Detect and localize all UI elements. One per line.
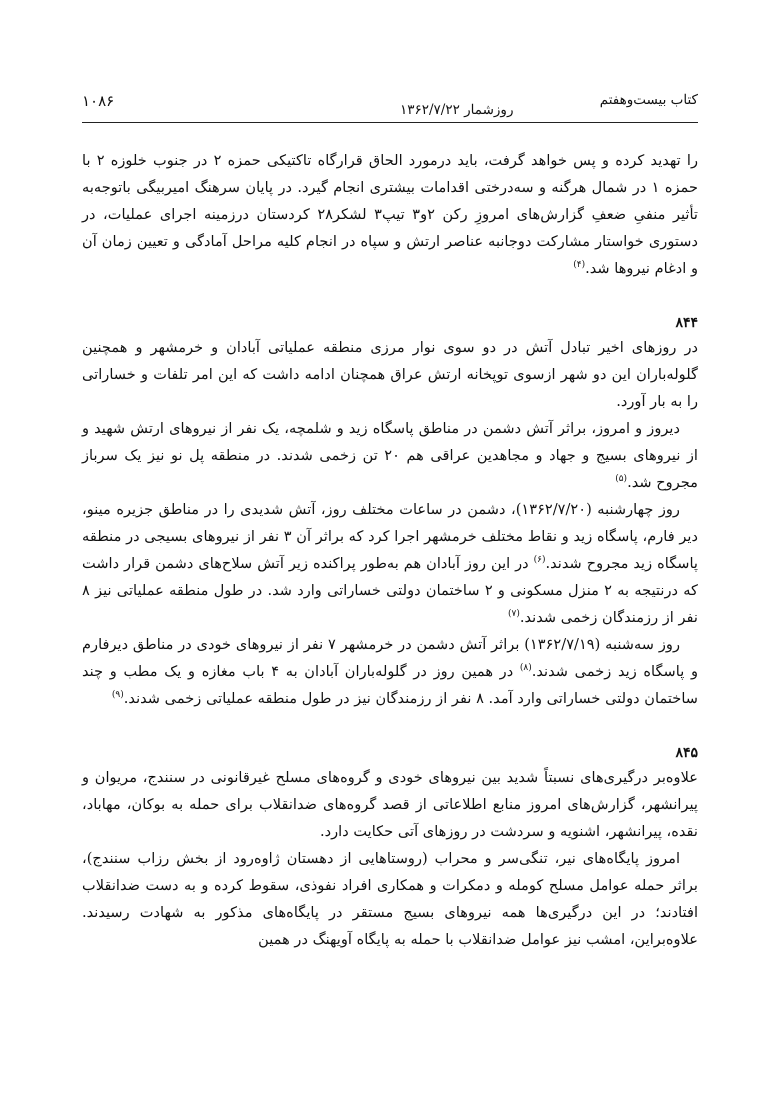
page-number: ۱۰۸۶ — [82, 92, 115, 110]
paragraph — [82, 147, 698, 282]
paragraph-text: در این روز آبادان هم به‌طور پراکنده زیر آتش سلاح‌های دشمن قرار داشت که درنتیجه به ۲ منزل مسکونی و ۲ ساختمان دولتی خساراتی وارد شد. در طول منطقه عملیاتی نیز ۸ نفر از رزمندگان زخمی شدند. — [82, 555, 698, 626]
book-title: کتاب بیست‌وهفتم — [599, 92, 698, 108]
paragraph — [82, 496, 698, 631]
footnote-marker: (۸) — [519, 663, 532, 674]
paragraph-text: در همین روز در گلوله‌باران آبادان به ۴ باب مغازه و یک مطب و چند ساختمان دولتی خساراتی وارد آمد. ۸ نفر از رزمندگان نیز در طول منطقه عملیاتی زخمی شدند. — [82, 663, 698, 707]
paragraph-text: در روزهای اخیر تبادل آتش در دو سوی نوار مرزی منطقه عملیاتی آبادان و خرمشهر و همچنین گلوله‌باران این دو شهر ازسوی توپخانه ارتش عراق همچنان ادامه داشت که این امر تلفات و خساراتی را به بار آورد. — [82, 339, 698, 410]
paragraph-text: علاوه‌بر درگیری‌های نسبتاً شدید بین نیروهای خودی و گروه‌های مسلح غیرقانونی در سنندج، مریوان و پیرانشهر، گزارش‌های امروز منابع اطلاعاتی از قصد گروه‌های ضدانقلاب برای حمله به بوکان، مهاباد، نقده، پیرانشهر، اشنویه و سردشت در روزهای آتی حکایت دارد. — [82, 769, 698, 840]
paragraph — [82, 845, 698, 953]
footnote-marker: (۵) — [615, 474, 628, 485]
paragraph — [82, 764, 698, 845]
paragraph-text: را تهدید کرده و پس خواهد گرفت، باید درمورد الحاق قرارگاه تاکتیکی حمزه ۲ در جنوب خلوزه ۲ با حمزه ۱ در شمال هرگنه و سه‌درختی اقدامات بیشتری انجام گیرد. در پایان سرهنگ امیربیگی باتوجه‌به تأثیر منفیِ ضعفِ گزارش‌های امروزِ رکن ۲و۳ تیپ۳ لشکر۲۸ کردستان درزمینه اجرای عملیات، در دستوری خواستار مشارکت دوجانبه عناصر ارتش و سپاه در انجام کلیه مراحل آمادگی و تعیین زمان آن و ادغام نیروها شد. — [82, 152, 698, 277]
date-label: روزشمار ۱۳۶۲/۷/۲۲ — [400, 102, 514, 118]
section-number: ۸۴۵ — [675, 745, 698, 761]
footnote-marker: (۴) — [573, 260, 586, 271]
section-number: ۸۴۴ — [675, 315, 698, 331]
paragraph — [82, 631, 698, 712]
page-body — [82, 147, 698, 953]
paragraph — [82, 415, 698, 496]
paragraph-text: دیروز و امروز، براثر آتش دشمن در مناطق پاسگاه زید و شلمچه، یک نفر از نیروهای ارتش شهید و از نیروهای بسیج و جهاد و مجاهدین عراقی هم ۲۰ تن زخمی شدند. در منطقه پل نو نیز یک سرباز مجروح شد. — [82, 420, 698, 491]
header-rule — [82, 122, 698, 123]
paragraph-text: روز سه‌شنبه (۱۳۶۲/۷/۱۹) براثر آتش دشمن در خرمشهر ۷ نفر از نیروهای خودی در مناطق دیرفارم و پاسگاه زید زخمی شدند. — [82, 636, 698, 680]
footnote-marker: (۹) — [111, 690, 124, 701]
footnote-marker: (۷) — [507, 609, 520, 620]
running-header — [82, 92, 698, 122]
paragraph-text: روز چهارشنبه (۱۳۶۲/۷/۲۰)، دشمن در ساعات مختلف روز، آتش شدیدی را در مناطق جزیره مینو، دیر فارم، پاسگاه زید و نقاط مختلف خرمشهر اجرا کرد که براثر آن ۳ نفر از نیروهای بسیجی در منطقه پاسگاه زید مجروح شدند. — [82, 501, 698, 572]
paragraph — [82, 334, 698, 415]
paragraph-text: امروز پایگاه‌های نیر، تنگی‌سر و محراب (روستاهایی از دهستان ژاوه‌رود از بخش رزاب سنندج)، براثر حمله عوامل مسلح کومله و دمکرات و همکاری افراد نفوذی، سقوط کرده و به دست ضدانقلاب افتادند؛ در این درگیری‌ها همه نیروهای بسیج مستقر در پایگاه‌های مذکور به شهادت رسیدند. علاوه‌براین، امشب نیز عوامل ضدانقلاب با حمله به پایگاه آویهنگ در همین — [82, 850, 698, 948]
footnote-marker: (۶) — [533, 555, 546, 566]
